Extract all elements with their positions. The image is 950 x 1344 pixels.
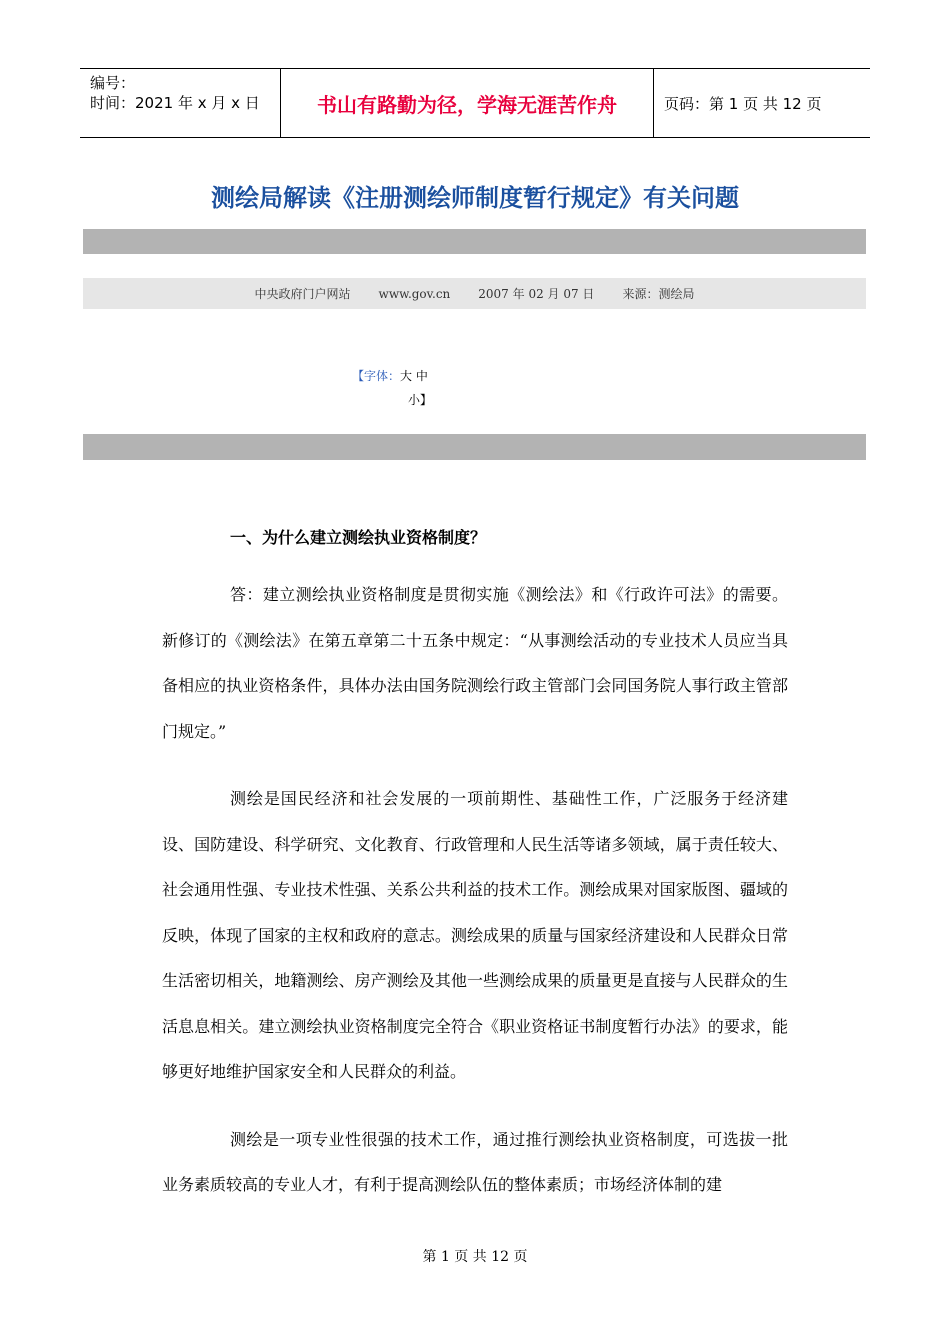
number-label: 编号： [90,74,136,92]
article-meta-bar [83,278,866,309]
paragraph: 测绘是一项专业性很强的技术工作，通过推行测绘执业资格制度，可选拔一批业务素质较高的专业人才，有利于提高测绘队伍的整体素质；市场经济体制的建 [162,1129,788,1194]
article-source: 来源：测绘局 [622,287,695,301]
font-size-medium-link[interactable]: 中 [415,369,428,383]
motto: 书山有路勤为径，学海无涯苦作舟 [280,69,654,137]
font-size-small-link[interactable]: 小 [408,393,421,407]
header-table [80,68,870,138]
article-body [162,524,788,1230]
page-footer: 第 1 页 共 12 页 [422,1249,528,1265]
page-info: 页码：第 1 页 共 12 页 [664,94,822,113]
divider-bar-top [83,229,866,254]
article-title: 测绘局解读《注册测绘师制度暂行规定》有关问题 [211,184,739,212]
publish-date: 2007 年 02 月 07 日 [478,287,595,301]
divider-bar-bottom [83,434,866,460]
font-size-selector [352,364,442,412]
section-heading: 一、为什么建立测绘执业资格制度？ [230,528,487,547]
site-name: 中央政府门户网站 [254,287,351,301]
font-size-large-link[interactable]: 大 [400,369,413,383]
font-size-label: 【字体： [352,369,401,383]
paragraph: 答：建立测绘执业资格制度是贯彻实施《测绘法》和《行政许可法》的需要。新修订的《测绘法》在第五章第二十五条中规定：“从事测绘活动的专业技术人员应当具备相应的执业资格条件，具体办法由国务院测绘行政主管部门会同国务院人事行政主管部门规定。” [162,585,788,741]
site-url[interactable]: www.gov.cn [378,286,451,301]
time-label: 时间：2021 年 x 月 x 日 [90,94,260,112]
paragraph: 测绘是国民经济和社会发展的一项前期性、基础性工作，广泛服务于经济建设、国防建设、科学研究、文化教育、行政管理和人民生活等诸多领域，属于责任较大、社会通用性强、专业技术性强、关系公共利益的技术工作。测绘成果对国家版图、疆域的反映，体现了国家的主权和政府的意志。测绘成果的质量与国家经济建设和人民群众日常生活密切相关，地籍测绘、房产测绘及其他一些测绘成果的质量更是直接与人民群众的生活息息相关。建立测绘执业资格制度完全符合《职业资格证书制度暂行办法》的要求，能够更好地维护国家安全和人民群众的利益。 [162,789,788,1081]
font-size-close-bracket: 】 [420,393,433,407]
header-left-cell [80,69,280,137]
